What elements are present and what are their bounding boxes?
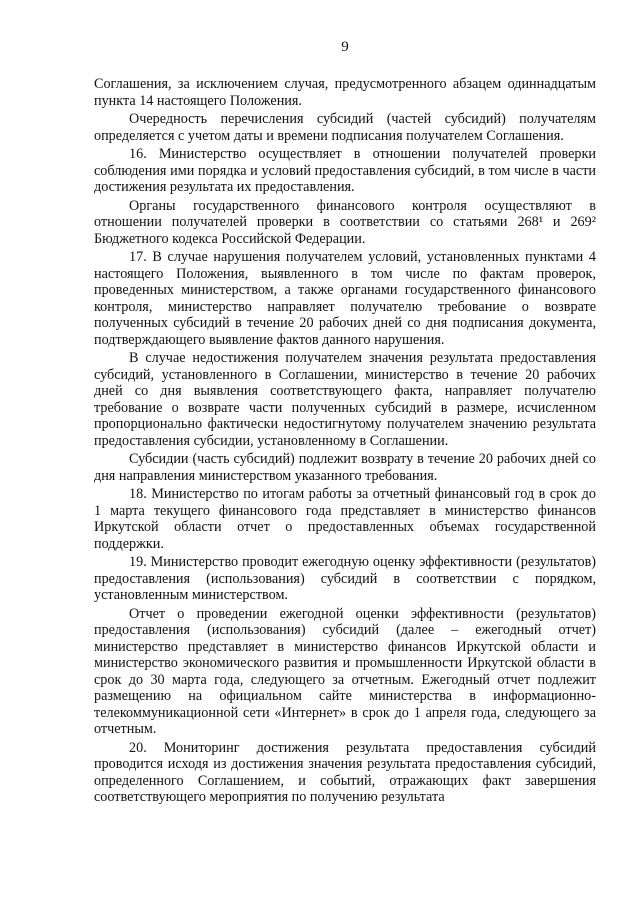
document-body bbox=[94, 76, 596, 806]
paragraph-7: Субсидии (часть субсидий) подлежит возврату в течение 20 рабочих дней со дня направления министерством указанного требования. bbox=[94, 451, 596, 484]
paragraph-4: Органы государственного финансового контроля осуществляют в отношении получателей проверки в соответствии со статьями 268¹ и 269² Бюджетного кодекса Российской Федерации. bbox=[94, 197, 596, 247]
paragraph-clause-18: 18. Министерство по итогам работы за отчетный финансовый год в срок до 1 марта текущего финансового года представляет в министерство финансов Иркутской области отчет о предоставленных объемах государственной поддержки. bbox=[94, 486, 596, 552]
paragraph-clause-16: 16. Министерство осуществляет в отношении получателей проверки соблюдения ими порядка и условий предоставления субсидий, в том числе в части достижения результата их предоставления. bbox=[94, 146, 596, 195]
paragraph-clause-19: 19. Министерство проводит ежегодную оценку эффективности (результатов) предоставления (использования) субсидий в соответствии с порядком, установленным министерством. bbox=[94, 554, 596, 603]
paragraph-10: Отчет о проведении ежегодной оценки эффективности (результатов) предоставления (использования) субсидий (далее – ежегодный отчет) министерство представляет в министерство финансов Иркутской области и министерство экономического развития и промышленности Иркутской области в срок до 30 марта года, следующего за отчетным. Ежегодный отчет подлежит размещению на официальном сайте министерства в информационно-телекоммуникационной сети «Интернет» в срок до 1 апреля года, следующего за отчетным. bbox=[94, 605, 596, 737]
paragraph-clause-17: 17. В случае нарушения получателем условий, установленных пунктами 4 настоящего Положения, выявленного в том числе по фактам проверок, проведенных министерством, а также органами государственного финансового контроля, министерство направляет получателю требование о возврате полученных субсидий в течение 20 рабочих дней со дня подписания документа, подтверждающего выявление фактов данного нарушения. bbox=[94, 249, 596, 348]
paragraph-clause-20: 20. Мониторинг достижения результата предоставления субсидий проводится исходя из достижения значения результата предоставления субсидий, определенного Соглашением, и событий, отражающих факт завершения соответствующего мероприятия по получению результата bbox=[94, 739, 596, 805]
paragraph-2: Очередность перечисления субсидий (частей субсидий) получателям определяется с учетом даты и времени подписания получателем Соглашения. bbox=[94, 111, 596, 144]
page-number: 9 bbox=[341, 39, 349, 55]
paragraph-6: В случае недостижения получателем значения результата предоставления субсидий, установленного в Соглашении, министерство в течение 20 рабочих дней со дня выявления соответствующего факта, направляет получателю требование о возврате части полученных субсидий в размере, исчисленном пропорционально фактически недостигнутому получателем значению результата предоставления субсидии, установленному в Соглашении. bbox=[94, 350, 596, 449]
paragraph-1: Соглашения, за исключением случая, предусмотренного абзацем одиннадцатым пункта 14 настоящего Положения. bbox=[94, 76, 596, 109]
